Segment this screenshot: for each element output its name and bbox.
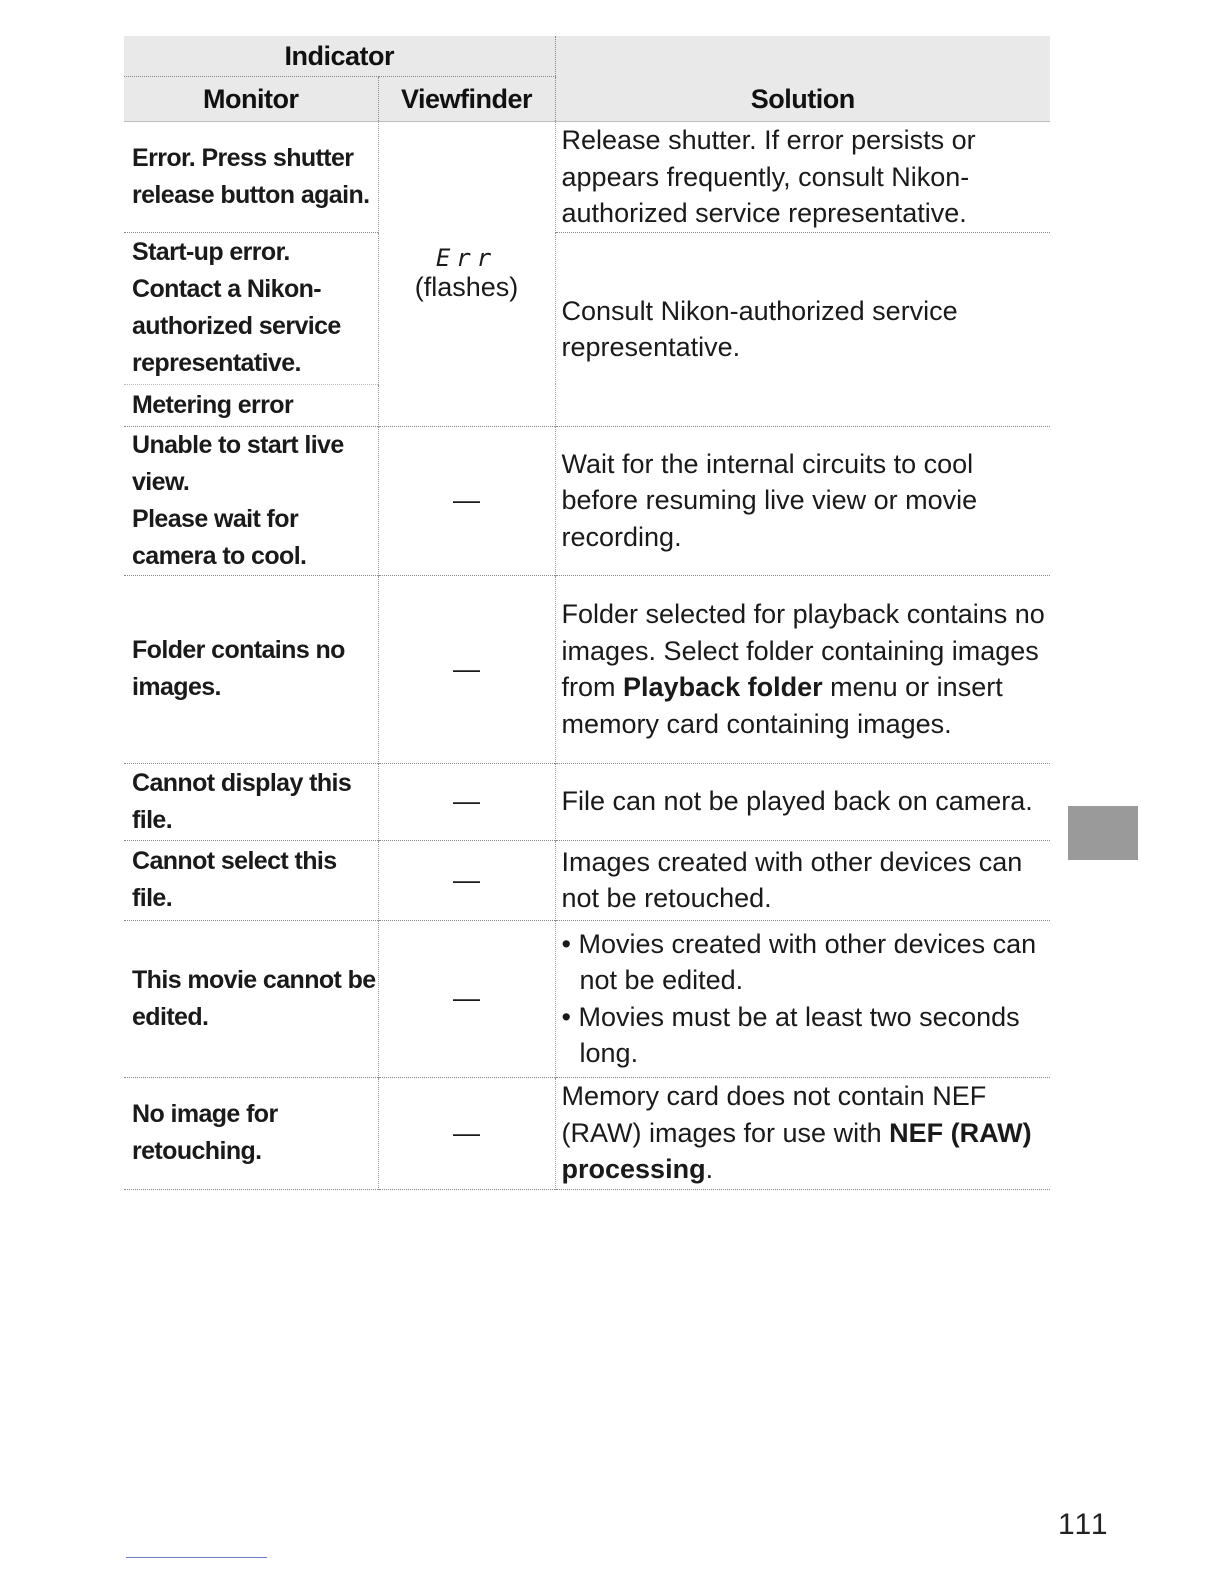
header-viewfinder: Viewfinder — [378, 77, 555, 122]
section-tab-marker — [1068, 806, 1138, 860]
viewfinder-indicator: — — [378, 426, 555, 575]
monitor-message-line: Unable to start live view. — [132, 430, 344, 496]
solution-text: Images created with other devices can not be retouched. — [555, 840, 1050, 920]
table-row — [124, 122, 1050, 233]
solution-text-part: menu or insert memory card containing images. — [561, 672, 1003, 739]
err-display: Err — [435, 244, 498, 273]
header-indicator: Indicator — [124, 36, 555, 77]
table-row — [124, 920, 1050, 1077]
table-row — [124, 232, 1050, 384]
footer-rule — [126, 1557, 267, 1558]
monitor-message-line: Please wait for camera to cool. — [132, 504, 307, 570]
viewfinder-indicator — [378, 122, 555, 427]
table-row — [124, 575, 1050, 763]
solution-text: Wait for the internal circuits to cool before resuming live view or movie recording. — [555, 426, 1050, 575]
solution-text — [555, 920, 1050, 1077]
solution-text-part: Folder selected for playback contains no images. Select folder containing images from — [561, 599, 1045, 702]
table-row — [124, 1077, 1050, 1189]
solution-bullet: • Movies must be at least two seconds long. — [561, 1001, 1020, 1068]
monitor-message: Folder contains no images. — [124, 575, 378, 763]
solution-text — [555, 1077, 1050, 1189]
solution-text: Consult Nikon-authorized service representative. — [555, 232, 1050, 426]
table-row — [124, 426, 1050, 575]
solution-bullet: • Movies created with other devices can not be edited. — [561, 928, 1037, 995]
solution-text-part: . — [705, 1154, 714, 1185]
error-message-table — [124, 36, 1050, 1190]
err-flashes-note: (flashes) — [414, 272, 519, 303]
nef-raw-processing-name: NEF (RAW) processing — [561, 1117, 1032, 1185]
header-monitor: Monitor — [124, 77, 378, 122]
table-row — [124, 763, 1050, 840]
viewfinder-indicator: — — [378, 920, 555, 1077]
playback-folder-menu-name: Playback folder — [623, 672, 823, 702]
viewfinder-indicator: — — [378, 575, 555, 763]
solution-text: File can not be played back on camera. — [555, 763, 1050, 840]
table-row — [124, 840, 1050, 920]
monitor-message: Error. Press shutter release button again. — [124, 122, 378, 233]
header-solution: Solution — [555, 36, 1050, 122]
solution-text — [555, 575, 1050, 763]
monitor-message: No image for retouching. — [124, 1077, 378, 1189]
monitor-message: Start-up error. Contact a Nikon-authorized service representative. — [124, 232, 378, 384]
viewfinder-indicator: — — [378, 1077, 555, 1189]
monitor-message: Metering error — [124, 384, 378, 426]
solution-text-part: Memory card does not contain NEF (RAW) images for use with — [561, 1081, 987, 1148]
monitor-message: Cannot display this file. — [124, 763, 378, 840]
viewfinder-indicator: — — [378, 840, 555, 920]
monitor-message — [124, 426, 378, 575]
header-row-top — [124, 36, 1050, 77]
monitor-message: Cannot select this file. — [124, 840, 378, 920]
page-number: 111 — [1058, 1508, 1110, 1541]
viewfinder-indicator: — — [378, 763, 555, 840]
monitor-message: This movie cannot be edited. — [124, 920, 378, 1077]
solution-text: Release shutter. If error persists or appears frequently, consult Nikon-authorized service representative. — [555, 122, 1050, 233]
